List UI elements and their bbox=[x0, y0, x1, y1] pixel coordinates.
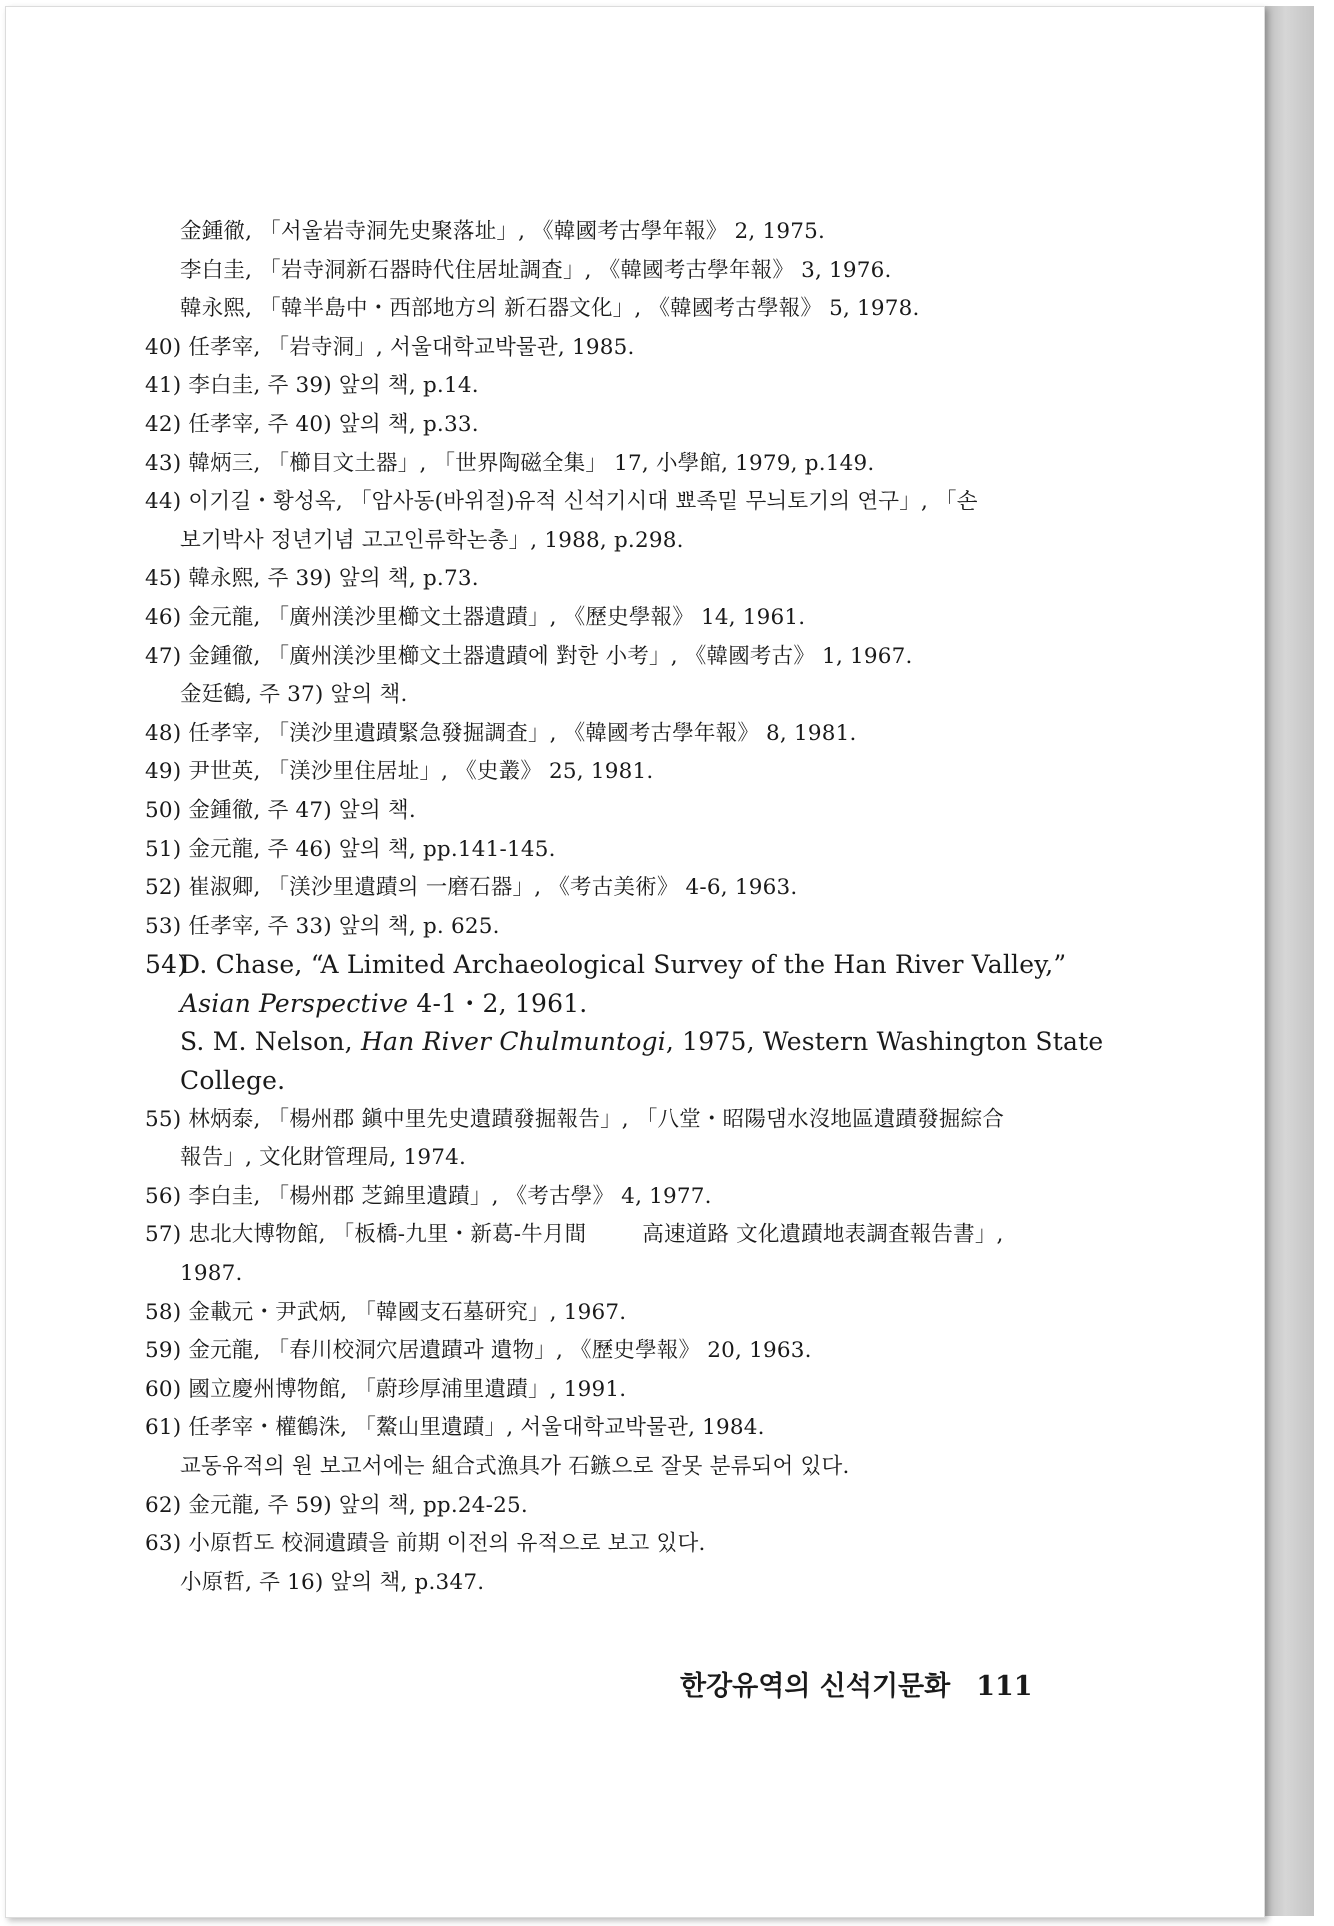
note-text: 57) 忠北大博物館, 「板橋-九里・新葛-牛月間 bbox=[145, 1222, 587, 1248]
note-line: 51) 金元龍, 주 46) 앞의 책, pp.141-145. bbox=[145, 836, 556, 862]
note-text: 高速道路 文化遺蹟地表調査報告書」, bbox=[642, 1222, 1004, 1248]
note-line: 報告」, 文化財管理局, 1974. bbox=[180, 1145, 466, 1171]
note-line-english: College. bbox=[180, 1066, 286, 1096]
note-line: 46) 金元龍, 「廣州渼沙里櫛文土器遺蹟」, 《歷史學報》 14, 1961. bbox=[145, 604, 806, 630]
footnotes bbox=[145, 213, 1104, 1602]
note-line: 49) 尹世英, 「渼沙里住居址」, 《史叢》 25, 1981. bbox=[145, 759, 654, 785]
note-text: 4-1・2, 1961. bbox=[408, 988, 588, 1018]
note-line: 48) 任孝宰, 「渼沙里遺蹟緊急發掘調査」, 《韓國考古學年報》 8, 1981. bbox=[145, 720, 857, 746]
note-line-english bbox=[145, 1023, 1104, 1062]
note-line: 58) 金載元・尹武炳, 「韓國支石墓研究」, 1967. bbox=[145, 1299, 627, 1325]
note-line: 53) 任孝宰, 주 33) 앞의 책, p. 625. bbox=[145, 913, 500, 939]
note-line: 60) 國立慶州博物館, 「蔚珍厚浦里遺蹟」, 1991. bbox=[145, 1376, 627, 1402]
running-title: 한강유역의 신석기문화 bbox=[680, 1671, 951, 1702]
note-line: 金鍾徹, 「서울岩寺洞先史聚落址」, 《韓國考古學年報》 2, 1975. bbox=[180, 219, 826, 244]
note-line: 40) 任孝宰, 「岩寺洞」, 서울대학교박물관, 1985. bbox=[145, 334, 635, 360]
note-line: 47) 金鍾徹, 「廣州渼沙里櫛文土器遺蹟에 對한 小考」, 《韓國考古》 1, 1967. bbox=[145, 643, 913, 669]
note-line: 44) 이기길・황성옥, 「암사동(바위절)유적 신석기시대 뾰족밑 무늬토기의 연구」, 「손 bbox=[145, 489, 978, 515]
page-edge bbox=[1262, 6, 1314, 1916]
note-line: 61) 任孝宰・權鶴洙, 「鰲山里遺蹟」, 서울대학교박물관, 1984. bbox=[145, 1415, 765, 1441]
note-line: 41) 李白圭, 주 39) 앞의 책, p.14. bbox=[145, 373, 479, 399]
note-line: 李白圭, 「岩寺洞新石器時代住居址調査」, 《韓國考古學年報》 3, 1976. bbox=[180, 257, 892, 283]
note-text: , 1975, Western Washington State bbox=[665, 1027, 1104, 1057]
note-line: 52) 崔淑卿, 「渼沙里遺蹟의 一磨石器」, 《考古美術》 4-6, 1963. bbox=[145, 875, 798, 901]
note-line: 金廷鶴, 주 37) 앞의 책. bbox=[180, 682, 408, 708]
note-text: D. Chase, “A Limited Archaeological Survey of the Han River Valley,” bbox=[180, 950, 1067, 980]
page-number: 111 bbox=[976, 1671, 1033, 1702]
note-line bbox=[145, 1216, 1075, 1255]
note-line: 55) 林炳泰, 「楊州郡 鎭中里先史遺蹟發掘報告」, 「八堂・昭陽댐水沒地區遺蹟發掘綜合 bbox=[145, 1106, 1005, 1132]
journal-title: Asian Perspective bbox=[180, 988, 409, 1018]
note-line: 62) 金元龍, 주 59) 앞의 책, pp.24-25. bbox=[145, 1492, 528, 1518]
running-footer bbox=[680, 1664, 1033, 1703]
note-line: 교동유적의 원 보고서에는 組合式漁具가 石鏃으로 잘못 분류되어 있다. bbox=[180, 1454, 850, 1479]
note-text: S. M. Nelson, bbox=[180, 1027, 361, 1057]
note-line: 45) 韓永熙, 주 39) 앞의 책, p.73. bbox=[145, 566, 479, 592]
note-line: 小原哲, 주 16) 앞의 책, p.347. bbox=[180, 1569, 485, 1595]
note-line: 42) 任孝宰, 주 40) 앞의 책, p.33. bbox=[145, 411, 479, 437]
note-line: 56) 李白圭, 「楊州郡 芝錦里遺蹟」, 《考古學》 4, 1977. bbox=[145, 1183, 712, 1209]
note-line-english bbox=[145, 985, 1075, 1024]
note-line: 보기박사 정년기념 고고인류학논총」, 1988, p.298. bbox=[180, 527, 684, 553]
note-line: 50) 金鍾徹, 주 47) 앞의 책. bbox=[145, 797, 416, 823]
note-line-english bbox=[145, 946, 1075, 985]
note-line: 韓永熙, 「韓半島中・西部地方의 新石器文化」, 《韓國考古學報》 5, 1978. bbox=[180, 296, 920, 322]
book-title: Han River Chulmuntogi bbox=[360, 1027, 666, 1057]
note-line: 1987. bbox=[180, 1261, 243, 1287]
note-line: 43) 韓炳三, 「櫛目文土器」, 「世界陶磁全集」 17, 小學館, 1979, p.149. bbox=[145, 450, 875, 476]
note-line: 59) 金元龍, 「春川校洞穴居遺蹟과 遺物」, 《歷史學報》 20, 1963. bbox=[145, 1338, 812, 1364]
note-line: 63) 小原哲도 校洞遺蹟을 前期 이전의 유적으로 보고 있다. bbox=[145, 1531, 706, 1557]
note-number: 54) bbox=[145, 950, 188, 980]
